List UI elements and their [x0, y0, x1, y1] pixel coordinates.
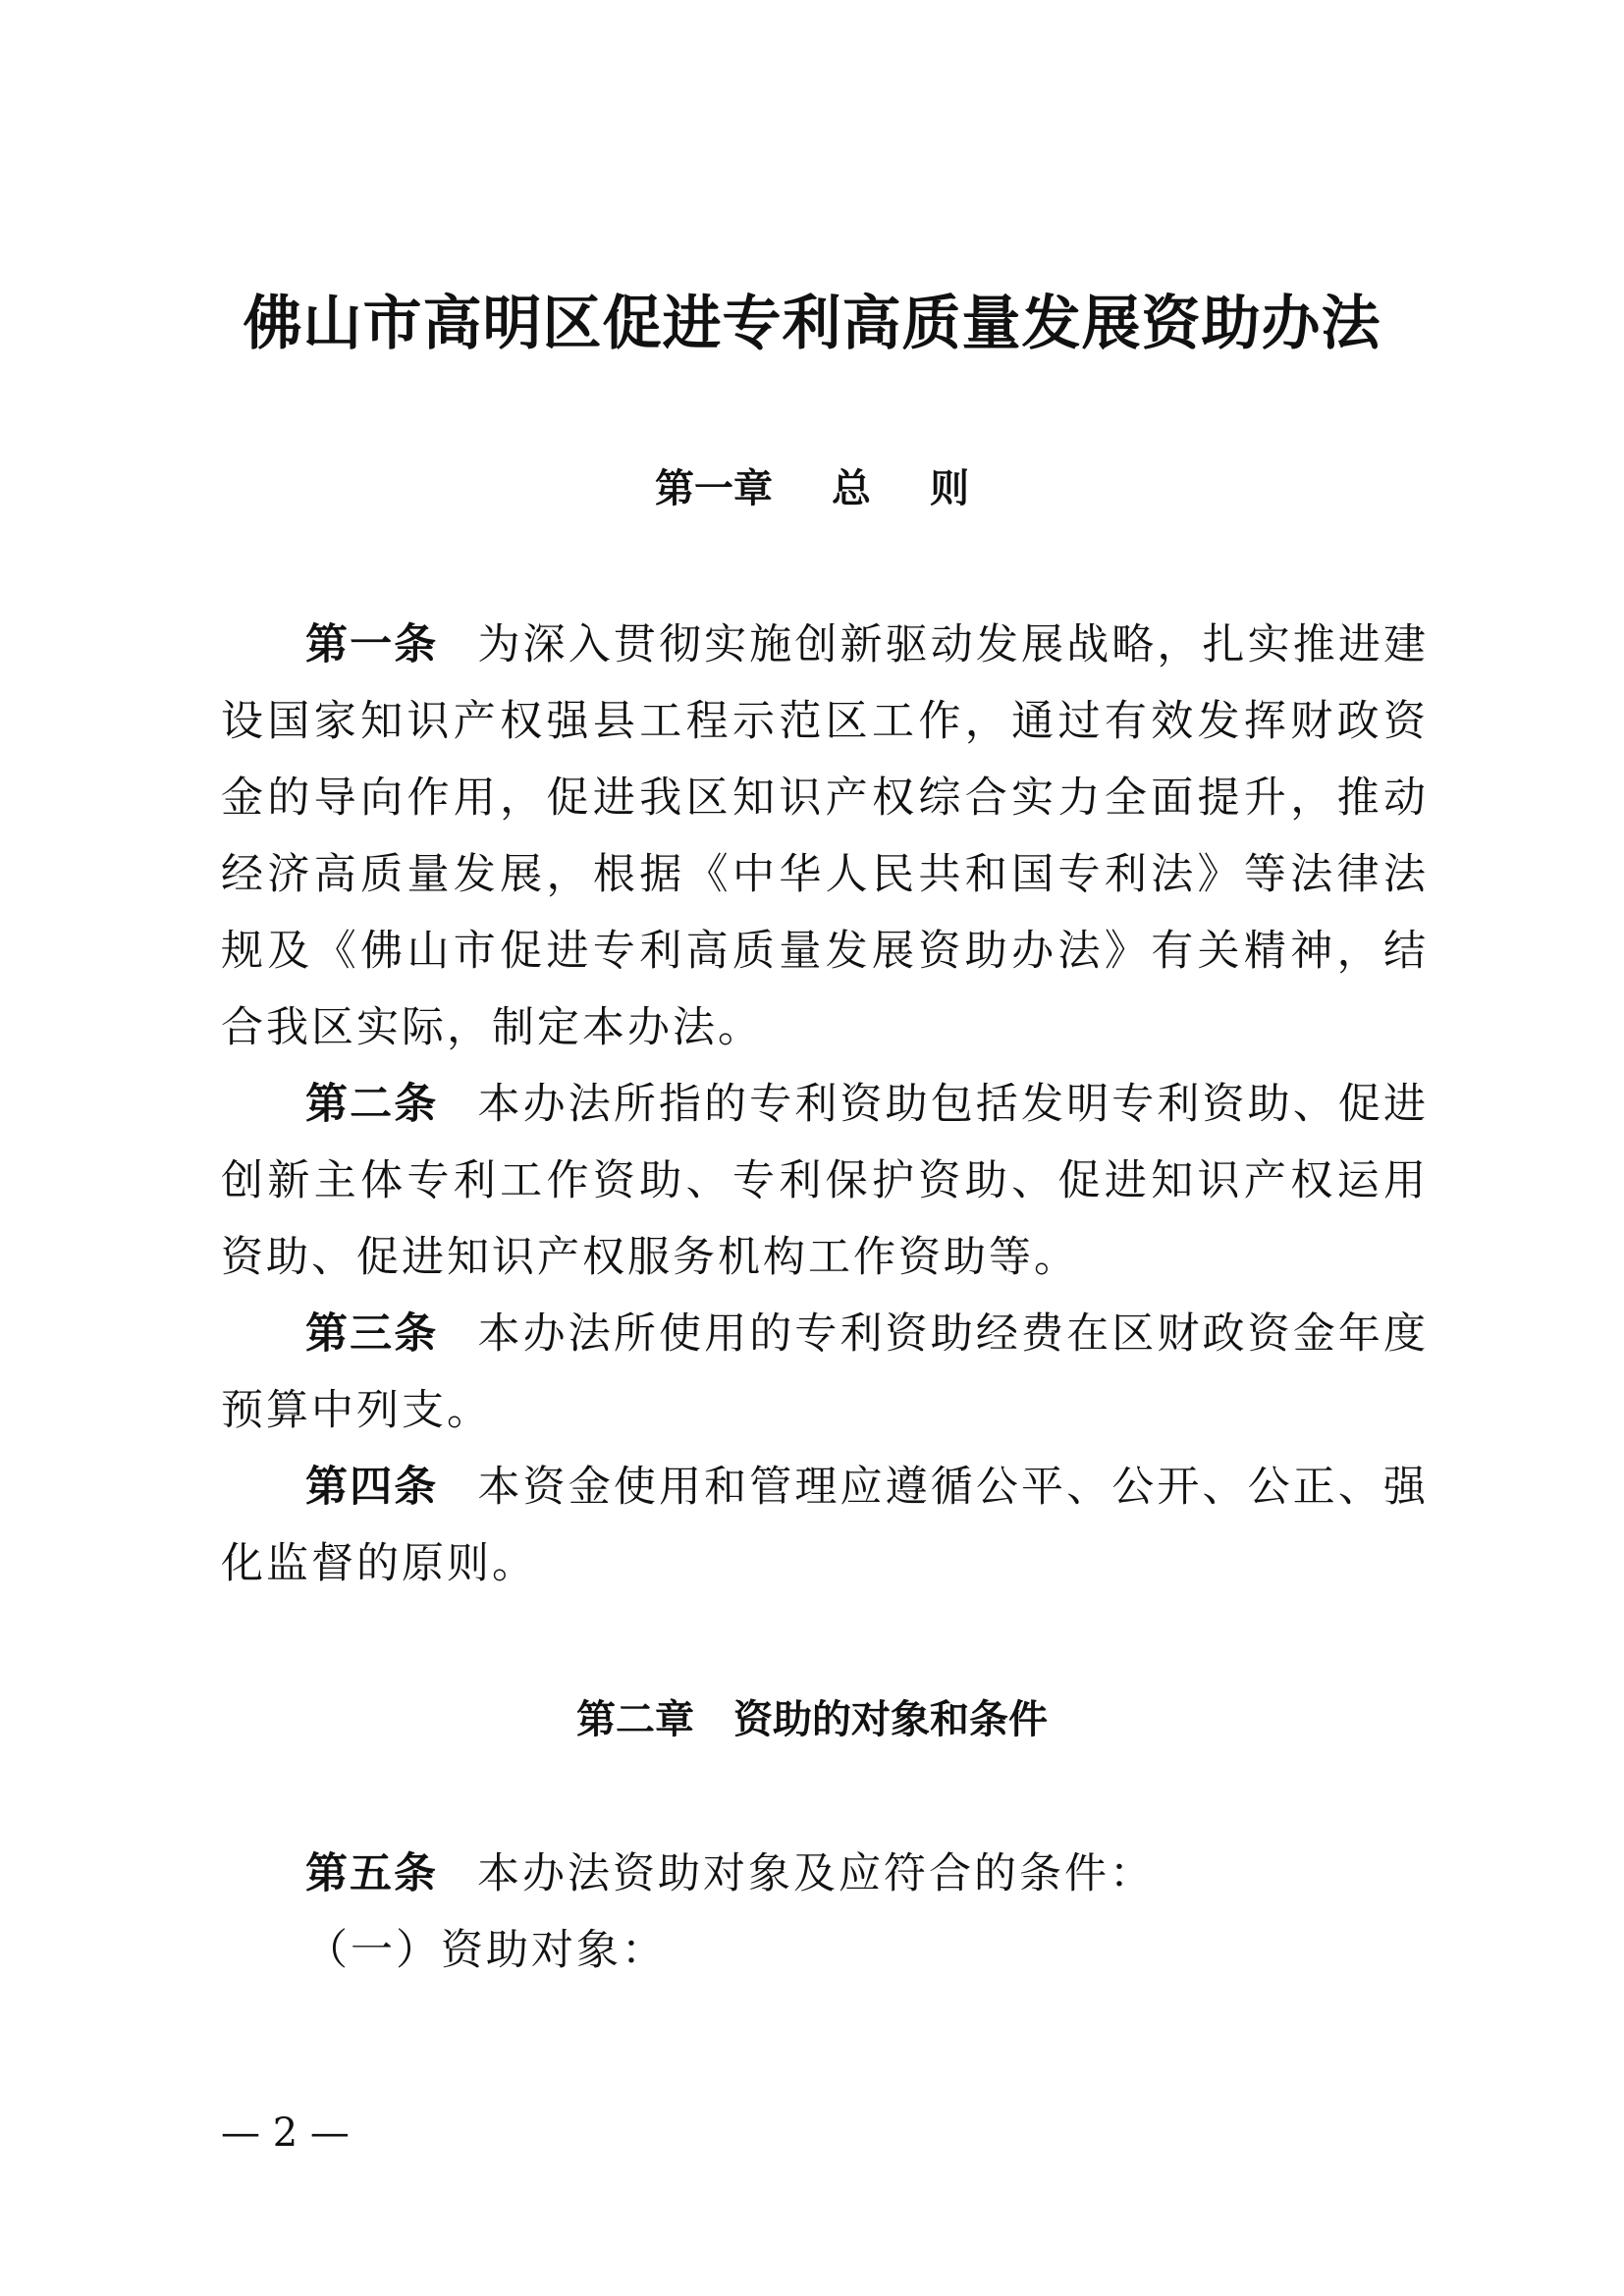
- chapter-1-name-b: 则: [930, 466, 969, 511]
- article-4: [221, 1449, 1429, 1602]
- article-5-text: 本办法资助对象及应符合的条件：: [477, 1849, 1155, 1898]
- chapter-heading-2: [0, 1690, 1624, 1749]
- chapter-1-body: [221, 607, 1429, 1602]
- article-1-label: 第一条: [305, 620, 439, 669]
- page-number: — 2 —: [221, 2110, 350, 2156]
- chapter-2-label: 第二章: [576, 1697, 694, 1742]
- article-2-text: 本办法所指的专利资助包括发明专利资助、促进创新主体专利工作资助、专利保护资助、促进知识产权运用资助、促进知识产权服务机构工作资助等。: [221, 1080, 1429, 1282]
- article-1: [221, 607, 1429, 1066]
- article-4-text: 本资金使用和管理应遵循公平、公开、公正、强化监督的原则。: [221, 1463, 1429, 1588]
- article-1-text: 为深入贯彻实施创新驱动发展战略，扎实推进建设国家知识产权强县工程示范区工作，通过有效发挥财政资金的导向作用，促进我区知识产权综合实力全面提升，推动经济高质量发展，根据《中华人民共和国专利法》等法律法规及《佛山市促进专利高质量发展资助办法》有关精神，结合我区实际，制定本办法。: [221, 620, 1429, 1052]
- article-4-label: 第四条: [305, 1463, 439, 1512]
- document-title: 佛山市高明区促进专利高质量发展资助办法: [243, 290, 1381, 358]
- chapter-1-label: 第一章: [655, 466, 773, 511]
- chapter-1-name-a: 总: [832, 466, 871, 511]
- article-3-text: 本办法所使用的专利资助经费在区财政资金年度预算中列支。: [221, 1309, 1429, 1435]
- chapter-2-name: 资助的对象和条件: [733, 1697, 1048, 1742]
- article-5: [221, 1836, 1429, 1912]
- article-5-label: 第五条: [305, 1849, 438, 1898]
- chapter-heading-1: [0, 459, 1624, 518]
- article-2-label: 第二条: [305, 1080, 439, 1129]
- chapter-2-body: [221, 1836, 1429, 1989]
- article-2: [221, 1066, 1429, 1296]
- sub-item-1: （一）资助对象：: [305, 1926, 667, 1975]
- article-3-label: 第三条: [305, 1309, 439, 1359]
- article-3: [221, 1296, 1429, 1449]
